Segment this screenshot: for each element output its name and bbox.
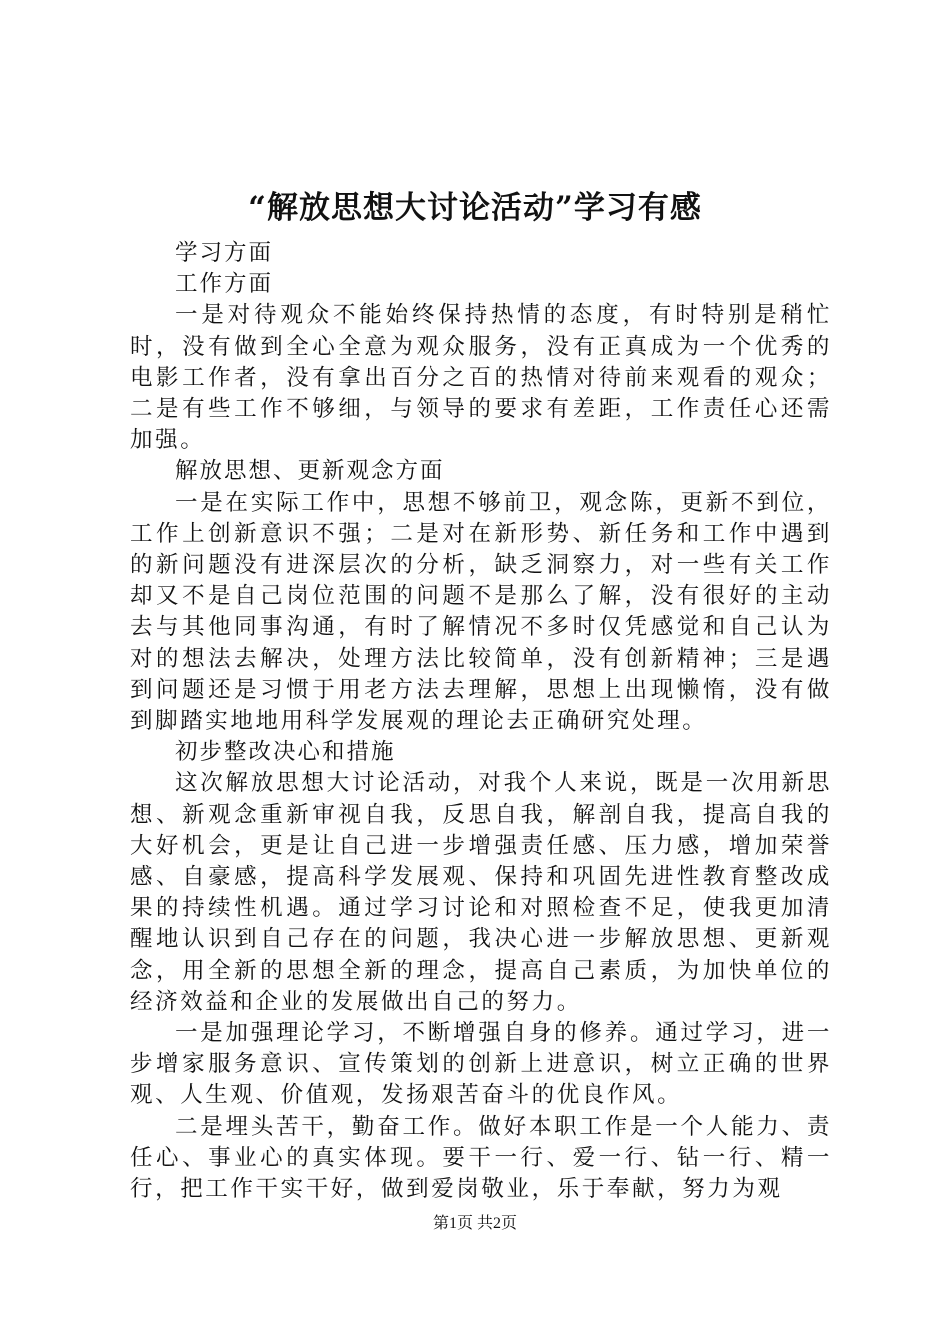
section-heading-work: 工作方面 [175,271,274,298]
section-heading-rectification: 初步整改决心和措施 [175,739,396,766]
document-title: “解放思想大讨论活动”学习有感 [248,190,702,226]
section-heading-study: 学习方面 [175,240,274,266]
paragraph-rectification-intro: 这次解放思想大讨论活动，对我个人来说，既是一次用新思想、新观念重新审视自我，反思自我，解剖自我，提高自我的大好机会，更是让自己进一步增强责任感、压力感，增加荣誉感、自豪感，提高科学发展观、保持和巩固先进性教育整改成果的持续性机遇。通过学习讨论和对照检查不足，使我更加清醒地认识到自己存在的问题，我决心进一步解放思想、更新观念，用全新的思想全新的理念，提高自己素质，为加快单位的经济效益和企业的发展做出自己的努力。 [130,770,832,1015]
document-body [130,238,832,1205]
paragraph-work-issues: 一是对待观众不能始终保持热情的态度，有时特别是稍忙时，没有做到全心全意为观众服务，没有正真成为一个优秀的电影工作者，没有拿出百分之百的热情对待前来观看的观众；二是有些工作不够细，与领导的要求有差距，工作责任心还需加强。 [130,302,832,454]
paragraph-measure-one: 一是加强理论学习，不断增强自身的修养。通过学习，进一步增家服务意识、宣传策划的创新上进意识，树立正确的世界观、人生观、价值观，发扬艰苦奋斗的优良作风。 [130,1020,832,1109]
section-heading-emancipation: 解放思想、更新观念方面 [175,458,445,485]
page-footer: 第1页 共2页 [432,1215,517,1232]
paragraph-measure-two: 二是埋头苦干，勤奋工作。做好本职工作是一个人能力、责任心、事业心的真实体现。要干一行、爱一行、钻一行、精一行，把工作干实干好，做到爱岗敬业，乐于奉献，努力为观 [130,1113,832,1203]
paragraph-emancipation-issues: 一是在实际工作中，思想不够前卫，观念陈，更新不到位，工作上创新意识不强；二是对在新形势、新任务和工作中遇到的新问题没有进深层次的分析，缺乏洞察力，对一些有关工作却又不是自己岗位范围的问题不是那么了解，没有很好的主动去与其他同事沟通，有时了解情况不多时仅凭感觉和自己认为对的想法去解决，处理方法比较简单，没有创新精神；三是遇到问题还是习惯于用老方法去理解，思想上出现懒惰，没有做到脚踏实地地用科学发展观的理论去正确研究处理。 [130,489,832,735]
